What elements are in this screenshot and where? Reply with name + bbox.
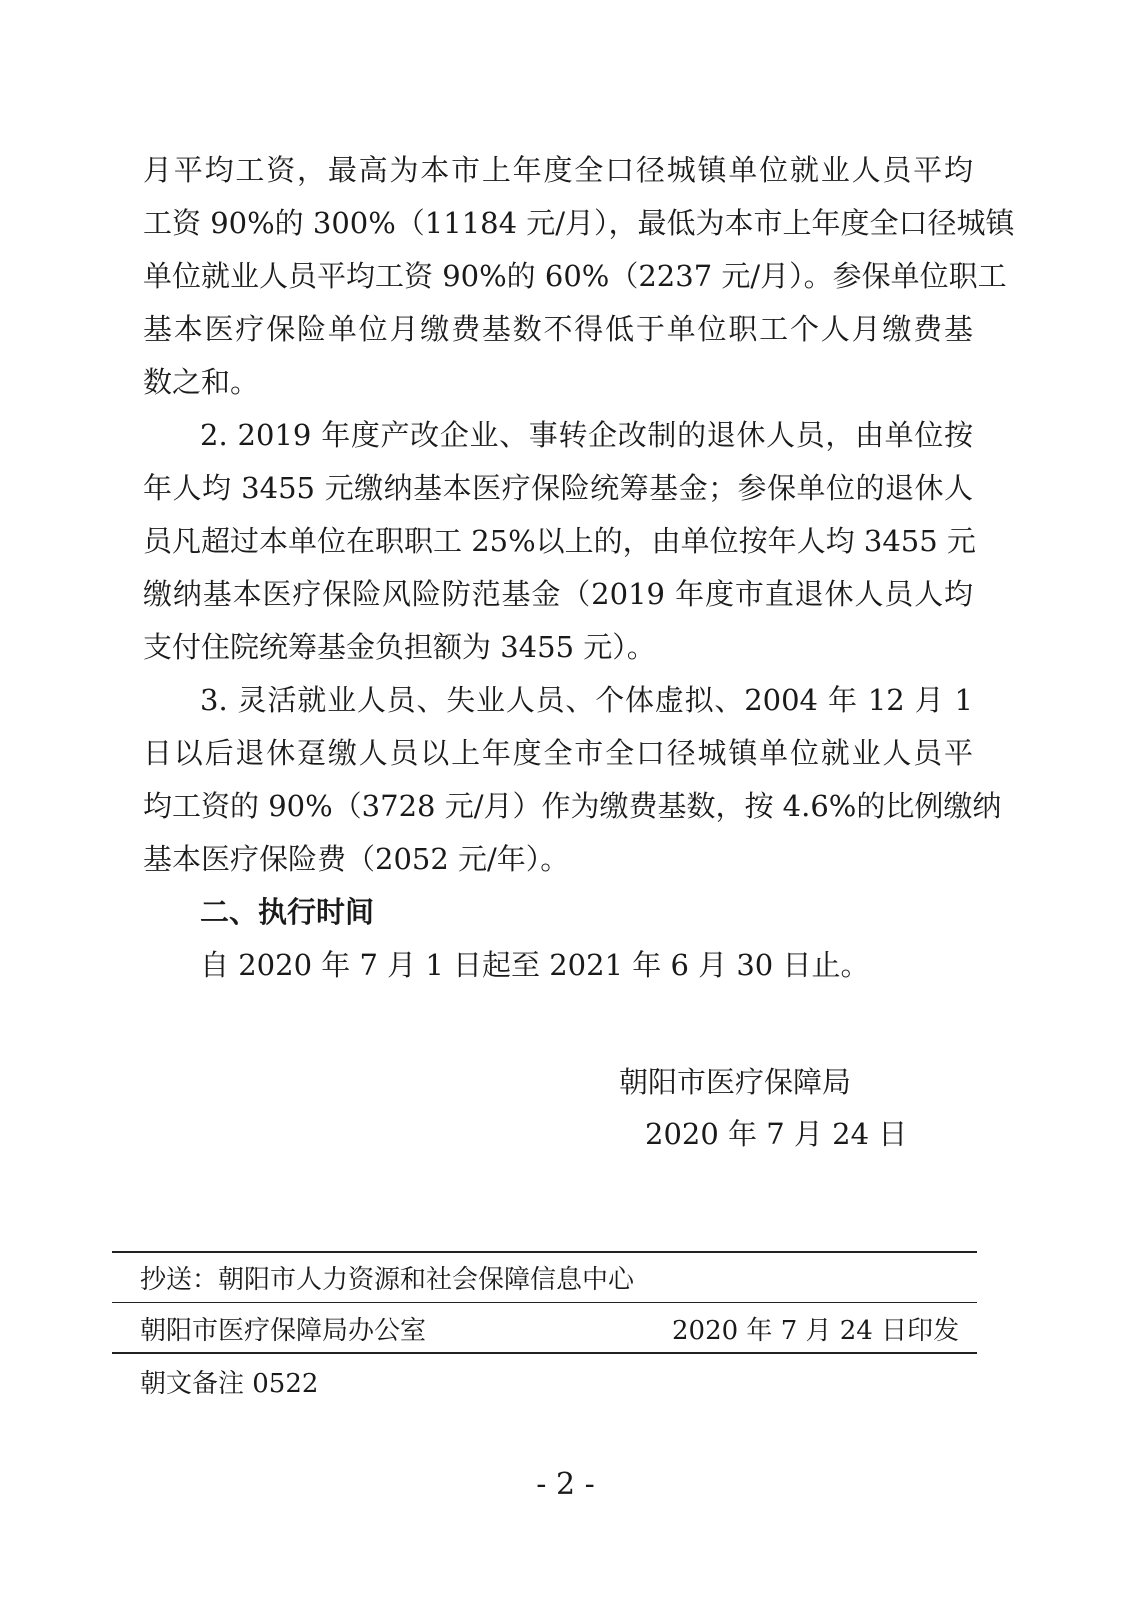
body-line-13: 均工资的 90%（3728 元/月）作为缴费基数，按 4.6%的比例缴纳: [143, 789, 1002, 823]
body-line-10: 支付住院统筹基金负担额为 3455 元）。: [143, 630, 656, 664]
body-line-7: 年人均 3455 元缴纳基本医疗保险统筹基金；参保单位的退休人: [143, 471, 973, 505]
signature-org: 朝阳市医疗保障局: [619, 1065, 852, 1099]
section-heading: 二、执行时间: [200, 895, 375, 929]
body-line-5: 数之和。: [143, 365, 260, 399]
footer-issue-date: 2020 年 7 月 24 日印发: [672, 1316, 960, 1346]
body-line-12: 日以后退休趸缴人员以上年度全市全口径城镇单位就业人员平: [143, 736, 973, 770]
body-line-8: 员凡超过本单位在职职工 25%以上的，由单位按年人均 3455 元: [143, 524, 976, 558]
body-line-6: 2. 2019 年度产改企业、事转企改制的退休人员，由单位按: [200, 418, 973, 452]
body-line-11: 3. 灵活就业人员、失业人员、个体虚拟、2004 年 12 月 1: [200, 683, 973, 717]
footer-bottom-rule: [112, 1352, 977, 1354]
footer-top-rule: [112, 1251, 977, 1253]
footer-cc: 抄送：朝阳市人力资源和社会保障信息中心: [140, 1265, 635, 1295]
body-line-9: 缴纳基本医疗保险风险防范基金（2019 年度市直退休人员人均: [143, 577, 973, 611]
body-line-3: 单位就业人员平均工资 90%的 60%（2237 元/月）。参保单位职工: [143, 259, 1007, 293]
body-line-14: 基本医疗保险费（2052 元/年）。: [143, 842, 570, 876]
body-line-2: 工资 90%的 300%（11184 元/月），最低为本市上年度全口径城镇: [143, 206, 1015, 240]
page-number: - 2 -: [536, 1467, 595, 1502]
footer-middle-rule: [112, 1302, 977, 1303]
footer-issuer: 朝阳市医疗保障局办公室: [140, 1316, 427, 1346]
signature-date: 2020 年 7 月 24 日: [645, 1117, 908, 1151]
body-line-1: 月平均工资，最高为本市上年度全口径城镇单位就业人员平均: [143, 153, 973, 187]
body-line-4: 基本医疗保险单位月缴费基数不得低于单位职工个人月缴费基: [143, 312, 973, 346]
footer-doc-ref: 朝文备注 0522: [140, 1369, 319, 1399]
section-text: 自 2020 年 7 月 1 日起至 2021 年 6 月 30 日止。: [200, 948, 870, 982]
